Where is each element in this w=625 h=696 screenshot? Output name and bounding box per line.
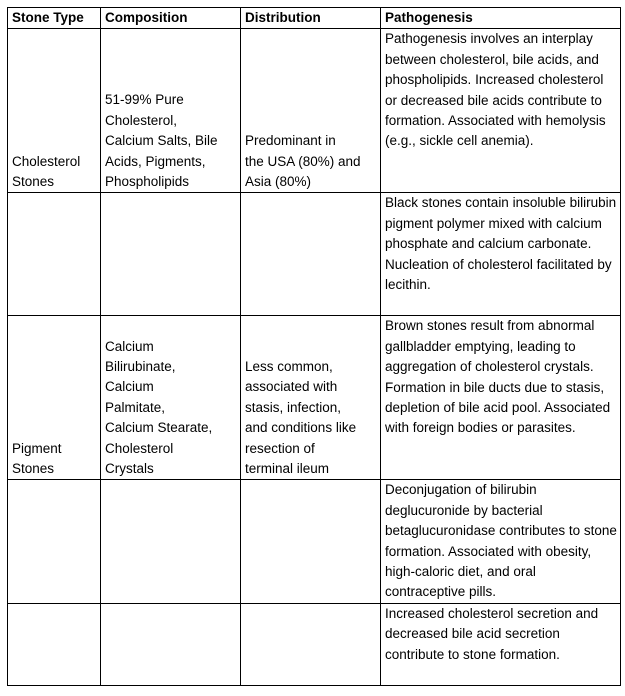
header-pathogenesis: Pathogenesis: [381, 8, 621, 29]
stone-type-cell: [8, 603, 101, 685]
distribution-cell: Predominant in the USA (80%) and Asia (80%): [241, 29, 381, 193]
composition-cell: [101, 603, 241, 685]
header-row: [8, 8, 621, 29]
stones-table: [7, 7, 621, 686]
pathogenesis-cell: Increased cholesterol secretion and decreased bile acid secretion contribute to stone formation.: [381, 603, 621, 685]
table-row: [8, 480, 621, 603]
pathogenesis-cell: Pathogenesis involves an interplay between cholesterol, bile acids, and phospholipids. Increased cholesterol or decreased bile acids contribute to formation. Associated with hemolysis (e.g., sickle cell anemia).: [381, 29, 621, 193]
table-row: [8, 29, 621, 193]
distribution-cell: [241, 603, 381, 685]
composition-cell: 51-99% Pure Cholesterol, Calcium Salts, Bile Acids, Pigments, Phospholipids: [101, 29, 241, 193]
composition-cell: Calcium Bilirubinate, Calcium Palmitate, Calcium Stearate, Cholesterol Crystals: [101, 316, 241, 480]
composition-cell: [101, 193, 241, 316]
distribution-cell: [241, 193, 381, 316]
table-row: [8, 316, 621, 480]
stone-type-cell: [8, 193, 101, 316]
pathogenesis-cell: Brown stones result from abnormal gallbladder emptying, leading to aggregation of cholesterol crystals. Formation in bile ducts due to stasis, depletion of bile acid pool. Associated with foreign bodies or parasites.: [381, 316, 621, 480]
pathogenesis-cell: Deconjugation of bilirubin deglucuronide by bacterial betaglucuronidase contributes to stone formation. Associated with obesity, high-caloric diet, and oral contraceptive pills.: [381, 480, 621, 603]
distribution-cell: Less common, associated with stasis, infection, and conditions like resection of terminal ileum: [241, 316, 381, 480]
stone-type-cell: Cholesterol Stones: [8, 29, 101, 193]
composition-cell: [101, 480, 241, 603]
header-composition: Composition: [101, 8, 241, 29]
table-row: [8, 603, 621, 685]
table-row: [8, 193, 621, 316]
stone-type-cell: Pigment Stones: [8, 316, 101, 480]
header-stone-type: Stone Type: [8, 8, 101, 29]
header-distribution: Distribution: [241, 8, 381, 29]
pathogenesis-cell: Black stones contain insoluble bilirubin pigment polymer mixed with calcium phosphate and calcium carbonate. Nucleation of cholesterol facilitated by lecithin.: [381, 193, 621, 316]
stone-type-cell: [8, 480, 101, 603]
distribution-cell: [241, 480, 381, 603]
